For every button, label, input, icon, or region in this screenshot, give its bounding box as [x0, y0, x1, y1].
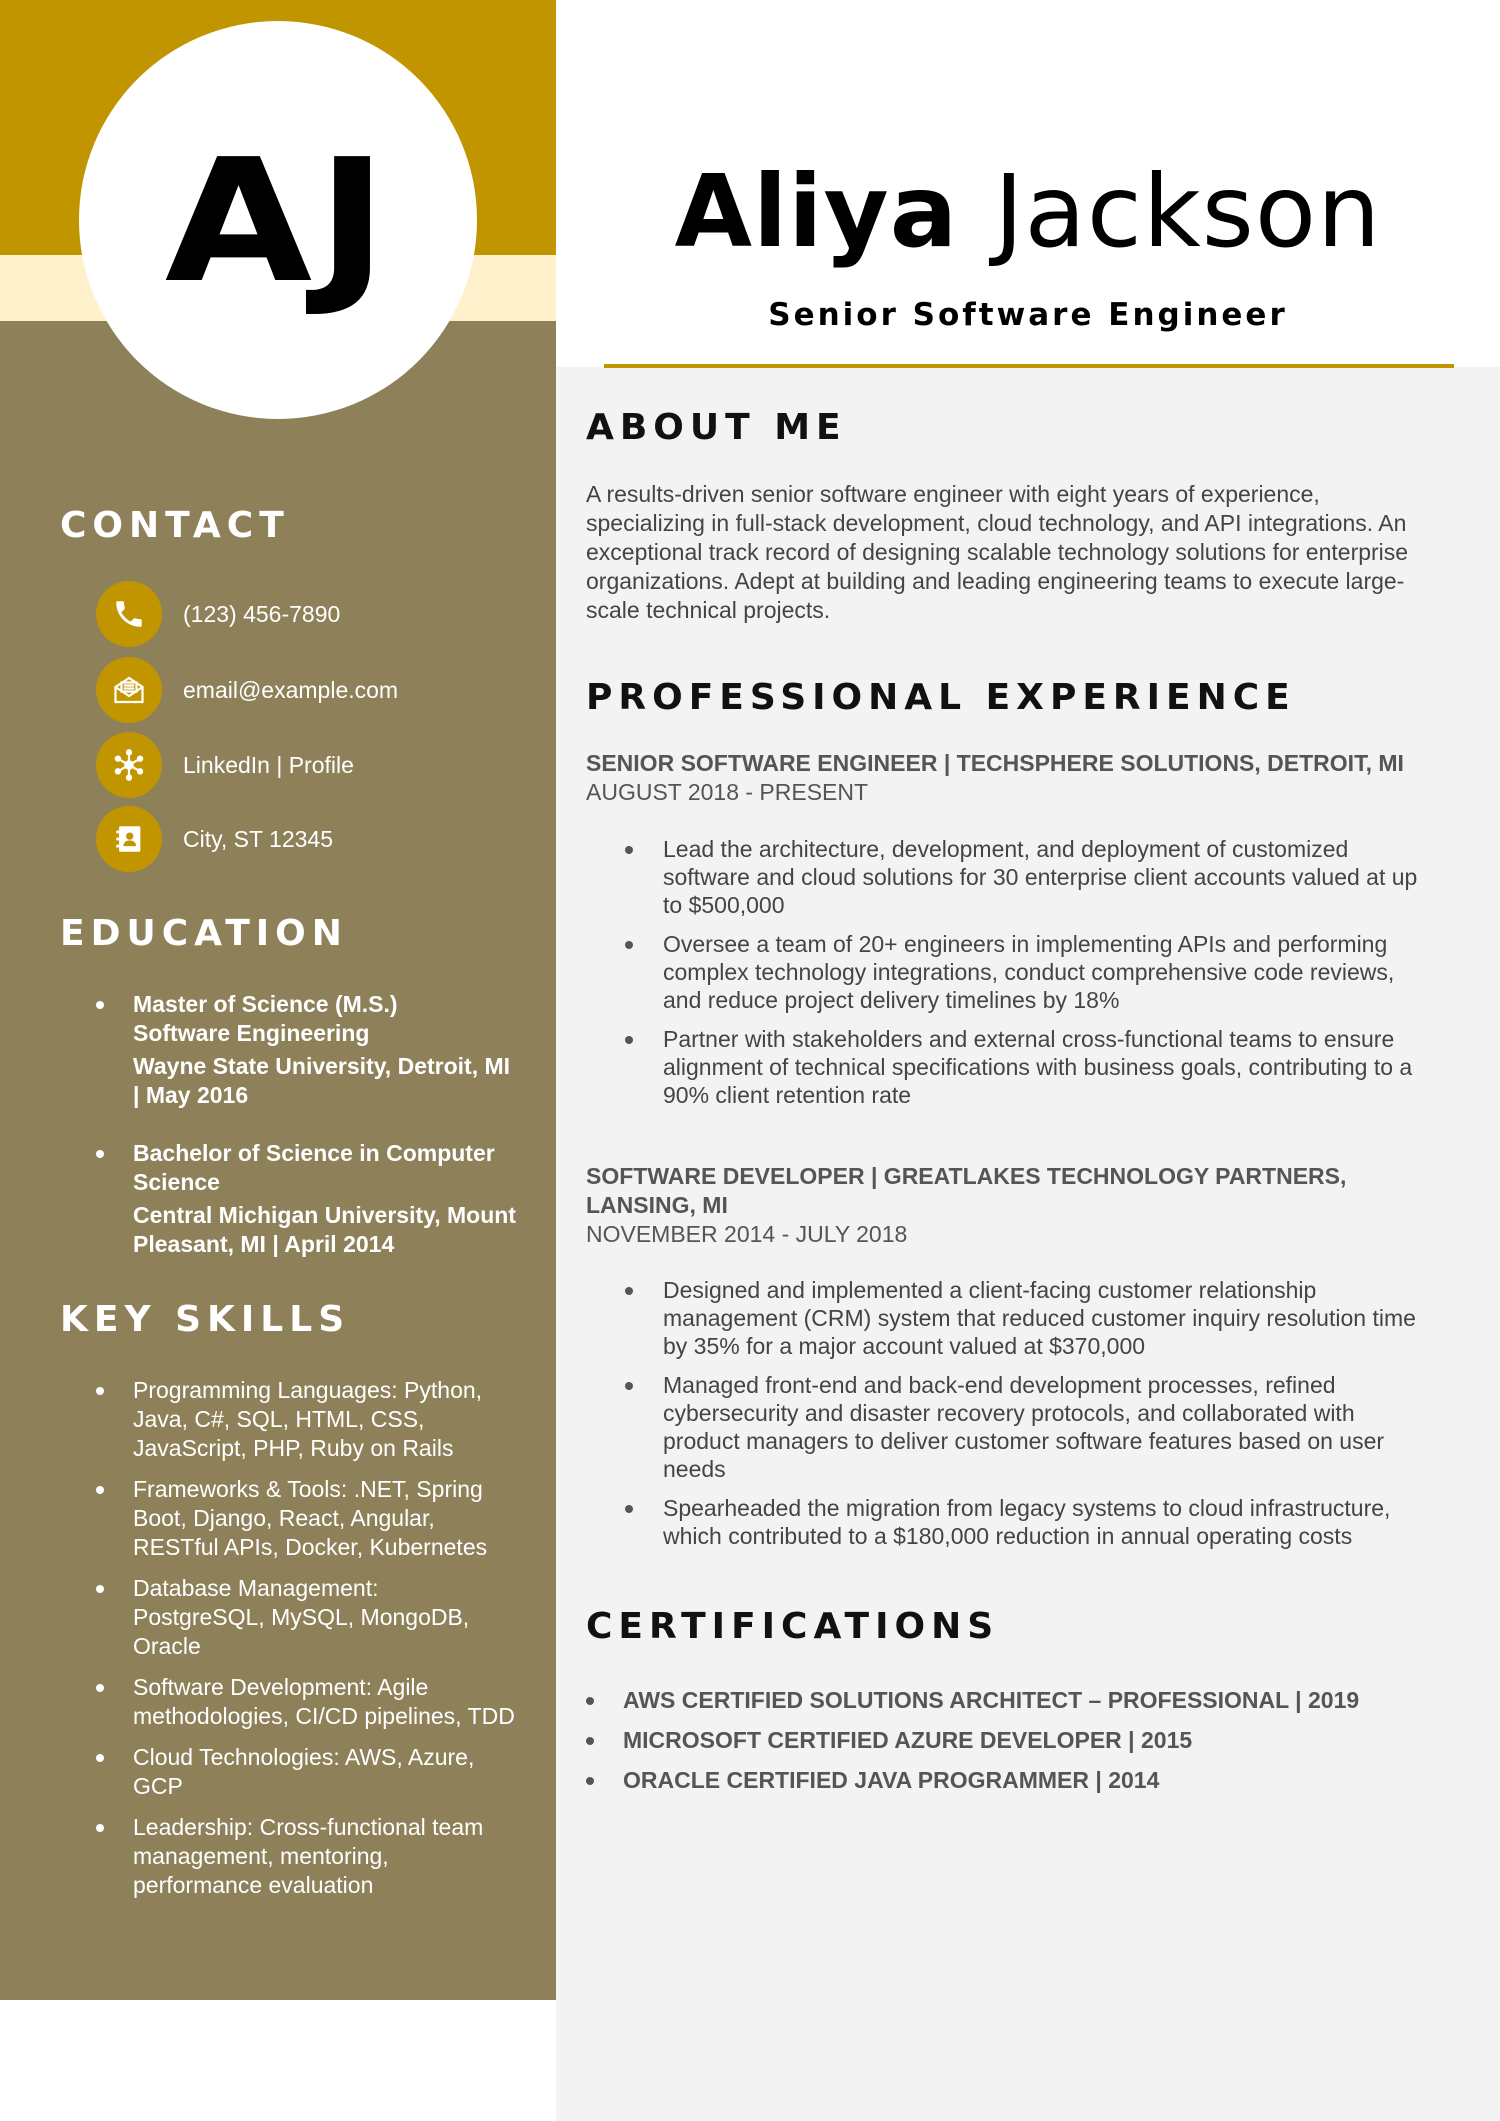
phone-text: (123) 456-7890 — [183, 600, 341, 627]
skill-item: Leadership: Cross-functional team management, mentoring, performance evaluation — [0, 1813, 556, 1900]
monogram-badge — [79, 21, 477, 419]
skill-item: Cloud Technologies: AWS, Azure, GCP — [0, 1743, 556, 1801]
certifications-heading: CERTIFICATIONS — [586, 1606, 1000, 1647]
education-degree: Master of Science (M.S.) — [133, 991, 398, 1017]
skills-heading: KEY SKILLS — [60, 1299, 351, 1340]
skill-item: Database Management: PostgreSQL, MySQL, MongoDB, Oracle — [0, 1574, 556, 1661]
about-heading: ABOUT ME — [586, 407, 847, 448]
education-item — [0, 990, 556, 1110]
education-list — [0, 990, 556, 1288]
monogram: AJ — [164, 123, 392, 321]
email-text: email@example.com — [183, 676, 399, 703]
job-dates: NOVEMBER 2014 - JULY 2018 — [586, 1221, 908, 1247]
education-item — [0, 1139, 556, 1259]
network-icon — [96, 732, 162, 798]
first-name: Aliya — [674, 153, 959, 270]
certification-item: MICROSOFT CERTIFIED AZURE DEVELOPER | 2015 — [586, 1721, 1436, 1761]
contact-heading: CONTACT — [60, 505, 290, 546]
address-text: City, ST 12345 — [183, 825, 334, 852]
email-icon — [96, 657, 162, 723]
contact-linkedin[interactable] — [96, 732, 354, 798]
last-name: Jackson — [994, 153, 1382, 270]
certification-item: ORACLE CERTIFIED JAVA PROGRAMMER | 2014 — [586, 1761, 1436, 1801]
job-bullet: Designed and implemented a client-facing customer relationship management (CRM) system that reduced customer inquiry resolution time by 35% for a major account valued at $370,000 — [586, 1276, 1436, 1360]
certifications-list — [586, 1681, 1436, 1801]
title-divider — [604, 364, 1454, 368]
job-role: SENIOR SOFTWARE ENGINEER | TECHSPHERE SOLUTIONS, DETROIT, MI — [586, 750, 1404, 776]
job-dates: AUGUST 2018 - PRESENT — [586, 779, 869, 805]
job-bullet: Oversee a team of 20+ engineers in implementing APIs and performing complex technology integrations, conduct comprehensive code reviews, and reduce project delivery timelines by 18% — [586, 930, 1436, 1014]
job-header — [586, 749, 1436, 807]
phone-icon — [96, 581, 162, 647]
education-school: Central Michigan University, Mount Pleasant, MI | April 2014 — [133, 1202, 516, 1257]
contact-phone[interactable] — [96, 581, 340, 647]
job-bullets — [586, 835, 1436, 1120]
education-field: Software Engineering — [133, 1020, 370, 1046]
education-heading: EDUCATION — [60, 913, 348, 954]
job-header — [586, 1162, 1436, 1249]
contact-email[interactable] — [96, 657, 398, 723]
contact-address — [96, 806, 333, 872]
skills-list — [0, 1376, 556, 1912]
experience-heading: PROFESSIONAL EXPERIENCE — [586, 677, 1296, 718]
candidate-name — [556, 153, 1500, 270]
job-bullet: Managed front-end and back-end development processes, refined cybersecurity and disaster recovery protocols, and collaborated with product managers to deliver customer software features based on user needs — [586, 1371, 1436, 1483]
address-book-icon — [96, 806, 162, 872]
job-bullets — [586, 1276, 1436, 1561]
education-degree: Bachelor of Science in Computer Science — [133, 1140, 495, 1195]
job-role: SOFTWARE DEVELOPER | GREATLAKES TECHNOLOGY PARTNERS, LANSING, MI — [586, 1163, 1347, 1218]
job-bullet: Spearheaded the migration from legacy systems to cloud infrastructure, which contributed to a $180,000 reduction in annual operating costs — [586, 1494, 1436, 1550]
job-title: Senior Software Engineer — [768, 297, 1288, 333]
skill-item: Frameworks & Tools: .NET, Spring Boot, Django, React, Angular, RESTful APIs, Docker, Kubernetes — [0, 1475, 556, 1562]
skill-item: Programming Languages: Python, Java, C#, SQL, HTML, CSS, JavaScript, PHP, Ruby on Rails — [0, 1376, 556, 1463]
skill-item: Software Development: Agile methodologies, CI/CD pipelines, TDD — [0, 1673, 556, 1731]
about-text: A results-driven senior software engineer with eight years of experience, specializing in full-stack development, cloud technology, and API integrations. An exceptional track record of designing scalable technology solutions for enterprise organizations. Adept at building and leading engineering teams to execute large-scale technical projects. — [586, 481, 1409, 623]
certification-item: AWS CERTIFIED SOLUTIONS ARCHITECT – PROFESSIONAL | 2019 — [586, 1681, 1436, 1721]
education-school: Wayne State University, Detroit, MI | May 2016 — [133, 1053, 511, 1108]
job-bullet: Partner with stakeholders and external cross-functional teams to ensure alignment of technical specifications with business goals, contributing to a 90% client retention rate — [586, 1025, 1436, 1109]
job-bullet: Lead the architecture, development, and deployment of customized software and cloud solutions for 30 enterprise client accounts valued at up to $500,000 — [586, 835, 1436, 919]
linkedin-text: LinkedIn | Profile — [183, 751, 354, 778]
